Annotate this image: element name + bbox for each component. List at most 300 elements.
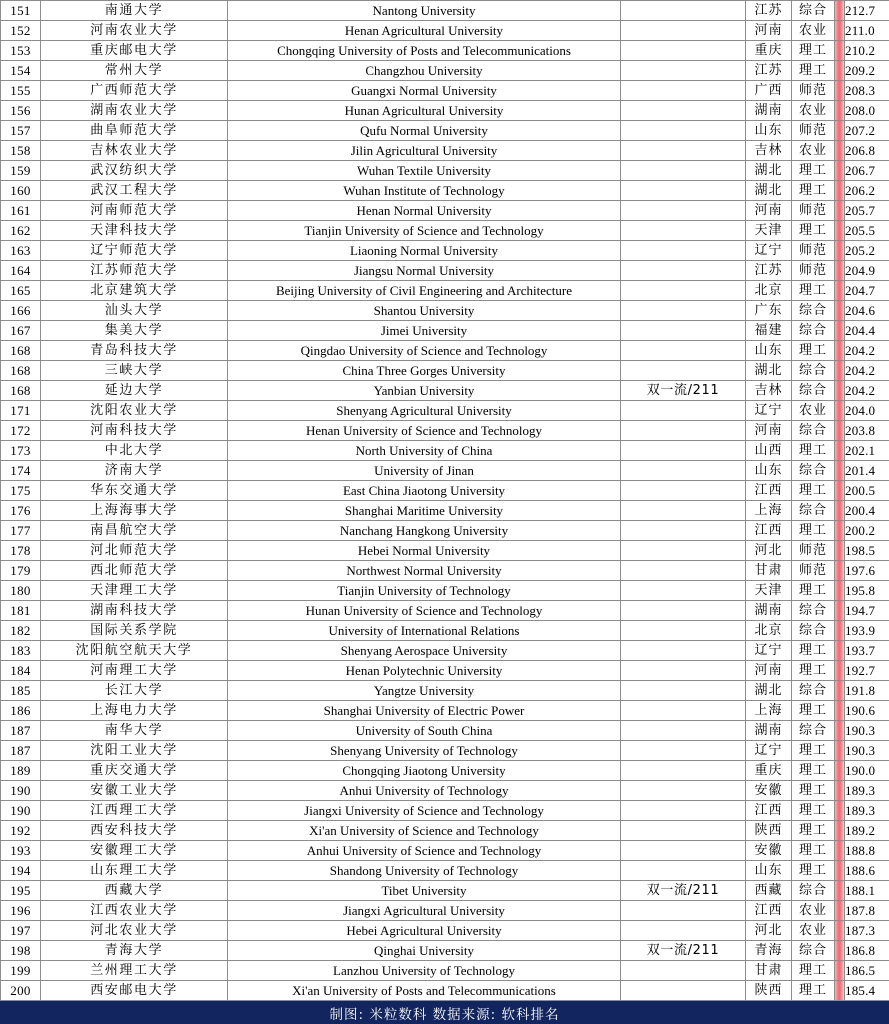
- table-row[interactable]: [1, 701, 889, 721]
- cell-score-bar: [835, 381, 845, 401]
- table-row[interactable]: [1, 261, 889, 281]
- cell-type: 理工: [792, 701, 835, 721]
- cell-name-en: Chongqing Jiaotong University: [228, 761, 621, 781]
- cell-score: 204.2: [845, 361, 889, 381]
- table-row[interactable]: [1, 221, 889, 241]
- table-row[interactable]: [1, 521, 889, 541]
- cell-rank: 189: [1, 761, 41, 781]
- table-row[interactable]: [1, 201, 889, 221]
- table-row[interactable]: [1, 121, 889, 141]
- cell-province: 江苏: [746, 1, 792, 21]
- cell-name-cn: 济南大学: [41, 461, 228, 481]
- score-bar-fill: [835, 801, 844, 820]
- cell-type: 农业: [792, 21, 835, 41]
- cell-province: 广西: [746, 81, 792, 101]
- table-row[interactable]: [1, 581, 889, 601]
- cell-rank: 195: [1, 881, 41, 901]
- cell-province: 江苏: [746, 261, 792, 281]
- table-row[interactable]: [1, 801, 889, 821]
- cell-score: 195.8: [845, 581, 889, 601]
- cell-score-bar: [835, 481, 845, 501]
- cell-type: 理工: [792, 441, 835, 461]
- cell-tag: [621, 661, 746, 681]
- table-row[interactable]: [1, 821, 889, 841]
- cell-name-cn: 江苏师范大学: [41, 261, 228, 281]
- cell-score: 197.6: [845, 561, 889, 581]
- cell-name-en: Henan Normal University: [228, 201, 621, 221]
- cell-type: 师范: [792, 561, 835, 581]
- cell-rank: 162: [1, 221, 41, 241]
- cell-province: 辽宁: [746, 641, 792, 661]
- table-row[interactable]: [1, 781, 889, 801]
- cell-type: 综合: [792, 501, 835, 521]
- cell-type: 师范: [792, 201, 835, 221]
- cell-score-bar: [835, 241, 845, 261]
- table-row[interactable]: [1, 841, 889, 861]
- cell-score: 205.5: [845, 221, 889, 241]
- table-row[interactable]: [1, 21, 889, 41]
- cell-tag: [621, 441, 746, 461]
- cell-name-cn: 沈阳工业大学: [41, 741, 228, 761]
- cell-type: 理工: [792, 41, 835, 61]
- cell-name-cn: 曲阜师范大学: [41, 121, 228, 141]
- cell-name-en: Xi'an University of Science and Technology: [228, 821, 621, 841]
- score-bar-fill: [835, 941, 844, 960]
- score-bar-fill: [835, 781, 844, 800]
- cell-name-cn: 湖南科技大学: [41, 601, 228, 621]
- score-bar-fill: [835, 881, 844, 900]
- cell-score-bar: [835, 161, 845, 181]
- table-row[interactable]: [1, 301, 889, 321]
- cell-name-cn: 上海海事大学: [41, 501, 228, 521]
- cell-tag: [621, 741, 746, 761]
- cell-score-bar: [835, 141, 845, 161]
- score-bar-fill: [835, 921, 844, 940]
- score-bar-fill: [835, 381, 844, 400]
- cell-tag: [621, 921, 746, 941]
- cell-score: 190.6: [845, 701, 889, 721]
- cell-tag: [621, 361, 746, 381]
- table-row[interactable]: [1, 721, 889, 741]
- cell-tag: [621, 901, 746, 921]
- cell-tag: [621, 781, 746, 801]
- cell-name-en: University of Jinan: [228, 461, 621, 481]
- cell-score-bar: [835, 981, 845, 1001]
- cell-score: 189.2: [845, 821, 889, 841]
- cell-rank: 186: [1, 701, 41, 721]
- table-row[interactable]: [1, 181, 889, 201]
- cell-name-cn: 北京建筑大学: [41, 281, 228, 301]
- cell-tag: [621, 541, 746, 561]
- cell-score: 204.0: [845, 401, 889, 421]
- table-row[interactable]: [1, 81, 889, 101]
- cell-province: 辽宁: [746, 241, 792, 261]
- cell-rank: 168: [1, 361, 41, 381]
- cell-score-bar: [835, 201, 845, 221]
- table-row[interactable]: [1, 141, 889, 161]
- cell-name-en: Tianjin University of Technology: [228, 581, 621, 601]
- cell-score: 188.6: [845, 861, 889, 881]
- cell-rank: 172: [1, 421, 41, 441]
- cell-province: 河南: [746, 661, 792, 681]
- cell-score: 190.0: [845, 761, 889, 781]
- cell-province: 天津: [746, 581, 792, 601]
- score-bar-fill: [835, 761, 844, 780]
- cell-score: 193.7: [845, 641, 889, 661]
- cell-tag: [621, 201, 746, 221]
- cell-score-bar: [835, 41, 845, 61]
- cell-name-cn: 汕头大学: [41, 301, 228, 321]
- cell-score-bar: [835, 181, 845, 201]
- cell-tag: [621, 41, 746, 61]
- cell-score-bar: [835, 341, 845, 361]
- cell-name-en: Shandong University of Technology: [228, 861, 621, 881]
- cell-type: 理工: [792, 61, 835, 81]
- cell-type: 综合: [792, 681, 835, 701]
- cell-province: 山东: [746, 461, 792, 481]
- table-row[interactable]: [1, 341, 889, 361]
- cell-score: 209.2: [845, 61, 889, 81]
- cell-province: 西藏: [746, 881, 792, 901]
- cell-name-en: Tianjin University of Science and Technology: [228, 221, 621, 241]
- cell-type: 理工: [792, 841, 835, 861]
- table-row[interactable]: [1, 741, 889, 761]
- cell-score: 204.7: [845, 281, 889, 301]
- table-row[interactable]: [1, 941, 889, 961]
- cell-name-en: Qingdao University of Science and Technology: [228, 341, 621, 361]
- cell-name-en: Jilin Agricultural University: [228, 141, 621, 161]
- cell-name-en: Yangtze University: [228, 681, 621, 701]
- table-row[interactable]: [1, 361, 889, 381]
- cell-rank: 156: [1, 101, 41, 121]
- score-bar-fill: [835, 721, 844, 740]
- cell-score-bar: [835, 421, 845, 441]
- table-row[interactable]: [1, 861, 889, 881]
- cell-rank: 167: [1, 321, 41, 341]
- score-bar-fill: [835, 661, 844, 680]
- table-row[interactable]: [1, 901, 889, 921]
- cell-score-bar: [835, 941, 845, 961]
- table-row[interactable]: [1, 681, 889, 701]
- cell-tag: [621, 681, 746, 701]
- cell-name-en: East China Jiaotong University: [228, 481, 621, 501]
- cell-rank: 163: [1, 241, 41, 261]
- cell-score-bar: [835, 921, 845, 941]
- cell-name-cn: 河北师范大学: [41, 541, 228, 561]
- cell-name-cn: 安徽工业大学: [41, 781, 228, 801]
- cell-rank: 174: [1, 461, 41, 481]
- table-row[interactable]: [1, 961, 889, 981]
- cell-name-cn: 河南师范大学: [41, 201, 228, 221]
- cell-score: 194.7: [845, 601, 889, 621]
- cell-name-cn: 国际关系学院: [41, 621, 228, 641]
- table-row[interactable]: [1, 401, 889, 421]
- cell-score: 189.3: [845, 801, 889, 821]
- table-row[interactable]: [1, 561, 889, 581]
- cell-rank: 165: [1, 281, 41, 301]
- cell-name-en: North University of China: [228, 441, 621, 461]
- cell-score: 206.8: [845, 141, 889, 161]
- cell-name-cn: 江西理工大学: [41, 801, 228, 821]
- table-row[interactable]: [1, 281, 889, 301]
- cell-name-cn: 沈阳航空航天大学: [41, 641, 228, 661]
- cell-province: 河北: [746, 921, 792, 941]
- score-bar-fill: [835, 241, 844, 260]
- score-bar-fill: [835, 121, 844, 140]
- cell-score: 205.7: [845, 201, 889, 221]
- table-row[interactable]: [1, 921, 889, 941]
- cell-name-cn: 青岛科技大学: [41, 341, 228, 361]
- cell-rank: 187: [1, 741, 41, 761]
- table-row[interactable]: [1, 321, 889, 341]
- cell-name-en: Wuhan Textile University: [228, 161, 621, 181]
- cell-score-bar: [835, 101, 845, 121]
- cell-tag: [621, 981, 746, 1001]
- cell-tag: 双一流/211: [621, 881, 746, 901]
- cell-type: 综合: [792, 421, 835, 441]
- cell-rank: 157: [1, 121, 41, 141]
- cell-score: 202.1: [845, 441, 889, 461]
- cell-name-cn: 江西农业大学: [41, 901, 228, 921]
- cell-score-bar: [835, 81, 845, 101]
- cell-province: 山东: [746, 121, 792, 141]
- cell-rank: 176: [1, 501, 41, 521]
- cell-tag: [621, 101, 746, 121]
- cell-rank: 160: [1, 181, 41, 201]
- cell-name-en: Guangxi Normal University: [228, 81, 621, 101]
- cell-province: 河南: [746, 201, 792, 221]
- cell-score: 200.5: [845, 481, 889, 501]
- cell-name-en: Nantong University: [228, 1, 621, 21]
- cell-name-en: University of International Relations: [228, 621, 621, 641]
- cell-type: 师范: [792, 121, 835, 141]
- cell-name-en: Henan Polytechnic University: [228, 661, 621, 681]
- cell-province: 湖北: [746, 681, 792, 701]
- cell-province: 辽宁: [746, 401, 792, 421]
- table-row[interactable]: [1, 161, 889, 181]
- table-body: [1, 1, 889, 1001]
- cell-type: 理工: [792, 981, 835, 1001]
- cell-tag: [621, 761, 746, 781]
- cell-type: 农业: [792, 141, 835, 161]
- cell-name-cn: 湖南农业大学: [41, 101, 228, 121]
- table-row[interactable]: [1, 661, 889, 681]
- cell-rank: 180: [1, 581, 41, 601]
- cell-name-cn: 重庆邮电大学: [41, 41, 228, 61]
- cell-name-cn: 长江大学: [41, 681, 228, 701]
- cell-score-bar: [835, 441, 845, 461]
- cell-province: 上海: [746, 701, 792, 721]
- cell-rank: 151: [1, 1, 41, 21]
- table-row[interactable]: [1, 61, 889, 81]
- cell-name-en: Nanchang Hangkong University: [228, 521, 621, 541]
- cell-score: 190.3: [845, 721, 889, 741]
- cell-tag: [621, 641, 746, 661]
- score-bar-fill: [835, 861, 844, 880]
- table-row[interactable]: [1, 1, 889, 21]
- table-row[interactable]: [1, 441, 889, 461]
- score-bar-fill: [835, 961, 844, 980]
- table-row[interactable]: [1, 501, 889, 521]
- cell-province: 河南: [746, 21, 792, 41]
- table-row[interactable]: [1, 881, 889, 901]
- table-row[interactable]: [1, 621, 889, 641]
- table-row[interactable]: [1, 101, 889, 121]
- cell-rank: 187: [1, 721, 41, 741]
- cell-name-en: Wuhan Institute of Technology: [228, 181, 621, 201]
- score-bar-fill: [835, 641, 844, 660]
- cell-name-cn: 延边大学: [41, 381, 228, 401]
- score-bar-fill: [835, 21, 844, 40]
- cell-score: 186.5: [845, 961, 889, 981]
- cell-name-cn: 武汉工程大学: [41, 181, 228, 201]
- cell-tag: [621, 321, 746, 341]
- cell-rank: 181: [1, 601, 41, 621]
- cell-score: 212.7: [845, 1, 889, 21]
- cell-name-cn: 武汉纺织大学: [41, 161, 228, 181]
- cell-score-bar: [835, 1, 845, 21]
- table-row[interactable]: [1, 381, 889, 401]
- cell-rank: 184: [1, 661, 41, 681]
- cell-name-cn: 三峡大学: [41, 361, 228, 381]
- table-row[interactable]: [1, 641, 889, 661]
- cell-province: 湖北: [746, 161, 792, 181]
- score-bar-fill: [835, 441, 844, 460]
- score-bar-fill: [835, 601, 844, 620]
- cell-score: 187.3: [845, 921, 889, 941]
- cell-province: 陕西: [746, 981, 792, 1001]
- cell-province: 吉林: [746, 141, 792, 161]
- cell-score-bar: [835, 401, 845, 421]
- cell-tag: [621, 161, 746, 181]
- cell-rank: 164: [1, 261, 41, 281]
- score-bar-fill: [835, 841, 844, 860]
- cell-score-bar: [835, 961, 845, 981]
- table-row[interactable]: [1, 541, 889, 561]
- score-bar-fill: [835, 401, 844, 420]
- cell-score: 204.9: [845, 261, 889, 281]
- score-bar-fill: [835, 421, 844, 440]
- cell-type: 综合: [792, 321, 835, 341]
- cell-rank: 199: [1, 961, 41, 981]
- cell-rank: 198: [1, 941, 41, 961]
- cell-name-en: Xi'an University of Posts and Telecommunications: [228, 981, 621, 1001]
- cell-tag: [621, 461, 746, 481]
- cell-province: 湖南: [746, 721, 792, 741]
- cell-rank: 158: [1, 141, 41, 161]
- score-bar-fill: [835, 521, 844, 540]
- cell-province: 河北: [746, 541, 792, 561]
- cell-score-bar: [835, 601, 845, 621]
- cell-name-cn: 辽宁师范大学: [41, 241, 228, 261]
- cell-tag: [621, 481, 746, 501]
- score-bar-fill: [835, 281, 844, 300]
- cell-score-bar: [835, 541, 845, 561]
- cell-type: 理工: [792, 281, 835, 301]
- cell-name-en: Henan University of Science and Technology: [228, 421, 621, 441]
- cell-score-bar: [835, 841, 845, 861]
- cell-name-en: Hunan Agricultural University: [228, 101, 621, 121]
- cell-type: 农业: [792, 901, 835, 921]
- cell-name-cn: 河南理工大学: [41, 661, 228, 681]
- cell-rank: 177: [1, 521, 41, 541]
- score-bar-fill: [835, 81, 844, 100]
- score-bar-fill: [835, 221, 844, 240]
- table-row[interactable]: [1, 761, 889, 781]
- cell-name-en: Chongqing University of Posts and Telecommunications: [228, 41, 621, 61]
- cell-score-bar: [835, 781, 845, 801]
- cell-province: 北京: [746, 281, 792, 301]
- cell-type: 师范: [792, 81, 835, 101]
- table-row[interactable]: [1, 241, 889, 261]
- cell-type: 理工: [792, 221, 835, 241]
- cell-score-bar: [835, 521, 845, 541]
- cell-name-en: Shenyang Agricultural University: [228, 401, 621, 421]
- cell-name-cn: 青海大学: [41, 941, 228, 961]
- cell-score-bar: [835, 701, 845, 721]
- cell-rank: 168: [1, 341, 41, 361]
- cell-score: 204.2: [845, 341, 889, 361]
- cell-name-cn: 西北师范大学: [41, 561, 228, 581]
- cell-name-cn: 南通大学: [41, 1, 228, 21]
- cell-province: 辽宁: [746, 741, 792, 761]
- score-bar-fill: [835, 461, 844, 480]
- cell-score-bar: [835, 221, 845, 241]
- table-row[interactable]: [1, 481, 889, 501]
- cell-rank: 154: [1, 61, 41, 81]
- cell-name-en: Qufu Normal University: [228, 121, 621, 141]
- cell-tag: [621, 261, 746, 281]
- cell-rank: 200: [1, 981, 41, 1001]
- cell-score: 191.8: [845, 681, 889, 701]
- cell-type: 综合: [792, 941, 835, 961]
- cell-tag: [621, 521, 746, 541]
- cell-province: 江苏: [746, 61, 792, 81]
- table-row[interactable]: [1, 601, 889, 621]
- table-row[interactable]: [1, 421, 889, 441]
- cell-score-bar: [835, 321, 845, 341]
- cell-name-cn: 山东理工大学: [41, 861, 228, 881]
- cell-name-en: Shanghai Maritime University: [228, 501, 621, 521]
- cell-score-bar: [835, 461, 845, 481]
- cell-name-cn: 河南科技大学: [41, 421, 228, 441]
- cell-score: 201.4: [845, 461, 889, 481]
- cell-score-bar: [835, 761, 845, 781]
- cell-name-cn: 兰州理工大学: [41, 961, 228, 981]
- cell-province: 湖北: [746, 181, 792, 201]
- cell-name-cn: 集美大学: [41, 321, 228, 341]
- score-bar-fill: [835, 1, 844, 20]
- cell-rank: 171: [1, 401, 41, 421]
- cell-type: 师范: [792, 261, 835, 281]
- cell-province: 湖南: [746, 101, 792, 121]
- cell-tag: 双一流/211: [621, 381, 746, 401]
- cell-tag: [621, 721, 746, 741]
- cell-province: 江西: [746, 801, 792, 821]
- table-row[interactable]: [1, 41, 889, 61]
- table-row[interactable]: [1, 461, 889, 481]
- cell-type: 理工: [792, 781, 835, 801]
- cell-province: 山东: [746, 861, 792, 881]
- cell-type: 综合: [792, 1, 835, 21]
- table-row[interactable]: [1, 981, 889, 1001]
- cell-name-en: Beijing University of Civil Engineering and Architecture: [228, 281, 621, 301]
- cell-score-bar: [835, 61, 845, 81]
- score-bar-fill: [835, 321, 844, 340]
- cell-type: 综合: [792, 621, 835, 641]
- cell-type: 理工: [792, 341, 835, 361]
- cell-score-bar: [835, 801, 845, 821]
